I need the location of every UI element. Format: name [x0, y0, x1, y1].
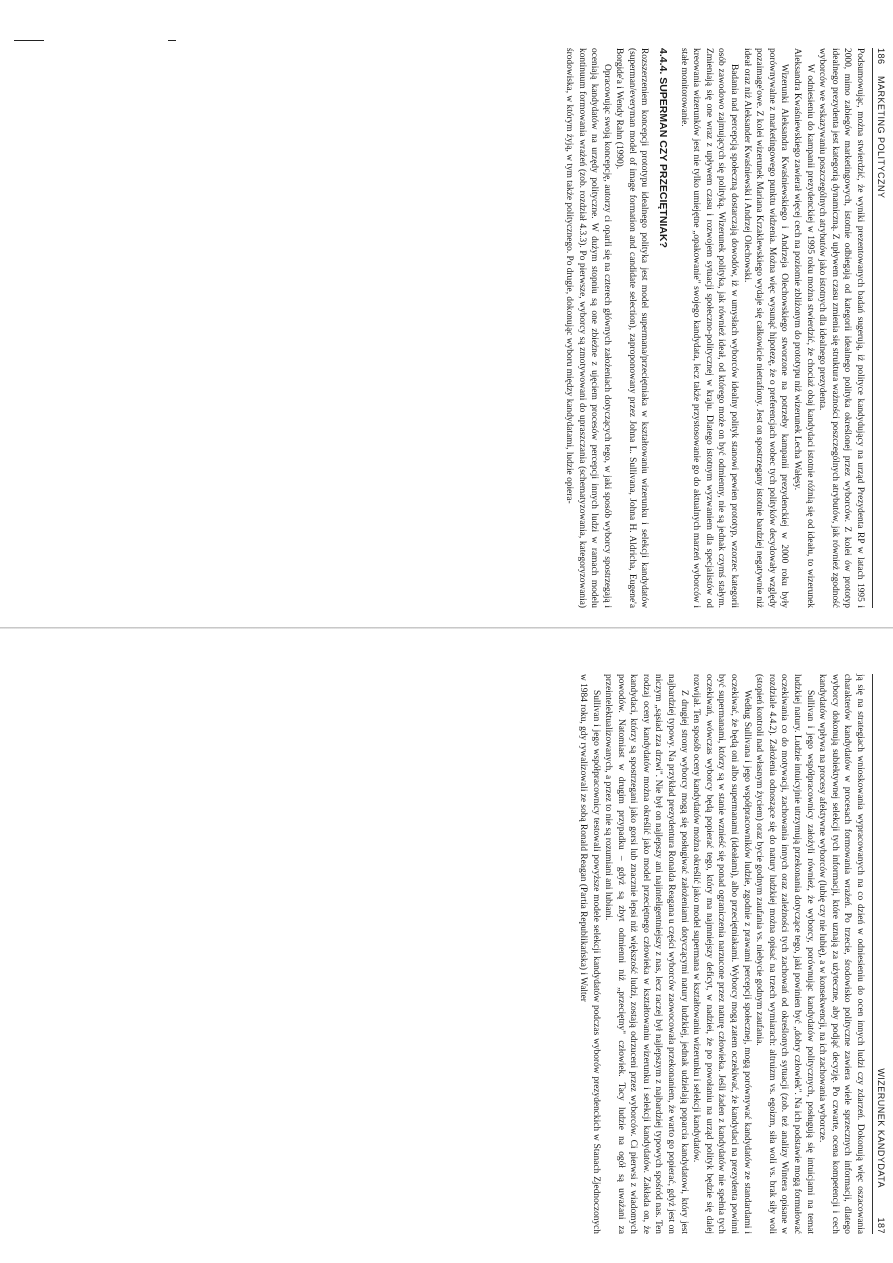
paragraph: Opracowując swoją koncepcję, autorzy ci oparli się na czterech głównych założeniach dotyczących tego, w jaki sposób wyborcy spostrzegają i oceniają kandydatów na urzędy polityczne. W dużym stopniu są one zbieżne z ujęciem procesów percepcji innych ludzi w ramach modelu kontinuum formowania wrażeń (zob. rozdział 4.3.3). Po pierwsze, wyborcy są zmotywowani do upraszczania (schematyzowania, kategoryzowania) środowiska, w którym żyją, w tym także politycznego. Po drugie, dokonując wyboru między kandydatami, ludzie opiera- — [563, 48, 612, 608]
paragraph: Rozszerzeniem koncepcji prototypu idealnego polityka jest model supermana/przeciętniaka w kształtowaniu wizerunku i selekcji kandydatów (superman/everyman model of image formation and candidate selection), zaproponowany przez Johna L. Sullivana, Johna H. Aldricha, Eugene'a Borgide'a i Wendy Rahn (1990). — [614, 48, 650, 608]
paragraph: Sullivan i jego współpracownicy założyli również, że wyborcy, porównując kandydatów politycznych, posługują się intuicjami na temat ludzkiej natury. Ludzie intuicyjnie utrzymują przekonania dotyczące tego, jaki powinien być „dobry człowiek". Na ich podstawie mogą formułować oczekiwania co do motywacji, zachowania innych oraz zależności tych zachowań od określonych sytuacji (zob. też analizy Wintera opisane w rozdziale 4.4.2). Założenia odnoszące się do natury ludzkiej można opisać na trzech wymiarach: altruizm vs. egoizm, siła woli vs. brak siły woli (stopień kontroli nad własnym życiem) oraz bycie godnym zaufania vs. niebycie godnym zaufania. — [754, 674, 815, 1234]
scan-mark — [168, 40, 176, 41]
left-running-head — [872, 48, 889, 608]
section-heading: 4.4.4. SUPERMAN CZY PRZECIĘTNIAK? — [657, 48, 670, 248]
running-title: WIZERUNEK KANDYDATA — [876, 1068, 886, 1188]
left-page-content — [471, 48, 889, 608]
left-page — [465, 12, 893, 624]
paragraph: W odniesieniu do kampanii prezydenckiej w 1995 roku można stwierdzić, że chociaż obaj kandydaci istotnie różnią się od ideału, to wizerunek Aleksandra Kwaśniewskiego zawierał więcej cech na poziomie zbliżonym do prototypu niż wizerunek Lecha Wałęsy. — [792, 48, 815, 608]
right-running-head — [872, 674, 889, 1234]
left-body-text — [562, 48, 866, 608]
paragraph: Badania nad percepcją społeczną dostarczają dowodów, iż w umysłach wyborców idealny polityk stanowi pewien prototyp, wzorzec kategorii osób zawodowo zajmujących się polityką. Wizerunek polityka, jak również ideał, od którego może on być odmienny, nie są jednak czymś stałym. Zmieniają się one wraz z upływem czasu i rozwojem sytuacji społeczno-politycznej w kraju. Dlatego istotnym wyzwaniem dla specjalistów od kreowania wizerunków jest nie tylko umiejętne „opakowanie" swojego kandydata, lecz także przystosowanie go do aktualnych marzeń wyborców i stałe monitorowanie. — [678, 48, 740, 608]
paragraph: Sullivan i jego współpracownicy testowali powyższe modele selekcji kandydatów podczas wyborów prezydenckich w Stanach Zjednoczonych w 1984 roku, gdy rywalizowali ze sobą Ronald Reagan (Partia Republikańska) i Walter — [577, 674, 601, 1234]
page-number: 186 — [876, 48, 886, 65]
right-page — [465, 638, 893, 1250]
paragraph: Według Sullivana i jego współpracowników ludzie, zgodnie z prawami percepcji społecznej, mogą porównywać kandydatów ze standardami i oczekiwać, że będą oni albo supermanami (ideałami), albo przeciętniakami. Wyborcy mogą zatem oczekiwać, że kandydaci na prezydenta powinni być supermanami, którzy są w stanie wznieść się ponad ograniczenia narzucone przez naturę człowieka. Jeśli żaden z kandydatów nie spełnia tych oczekiwań, wówczas wyborcy będą popierać tego, który ma najmniejszy deficyt, w nadziei, że po powołaniu na urząd polityk będzie się dalej rozwijał. Ten sposób oceny kandydatów można określić jako model supermana w kształtowaniu wizerunku i selekcji kandydatów. — [691, 674, 752, 1234]
right-page-content — [471, 674, 889, 1234]
right-body-text — [576, 674, 866, 1234]
paragraph: Wizerunki Aleksandra Kwaśniewskiego i Andrzeja Olechowskiego stworzone na potrzeby kampanii prezydenckiej w 2000 roku były porównywalne z marketingowego punktu widzenia. Można więc wysunąć hipotezę, że o preferencjach wobec tych polityków decydowały względy pozaimage'owe. Z kolei wizerunek Mariana Krzaklewskiego wydaje się całkowicie nietrafiony. Jest on spostrzegany istotnie bardziej negatywnie niż ideał oraz niż Aleksander Kwaśniewski i Andrzej Olechowski. — [741, 48, 790, 608]
page-number: 187 — [876, 1217, 886, 1234]
page-divider — [0, 627, 893, 629]
paragraph: Podsumowując, można stwierdzić, że wyniki prezentowanych badań sugerują, iż polityce kandydujący na urząd Prezydenta RP w latach 1995 i 2000, mimo zabiegów marketingowych, istotnie odbiegają od kategorii idealnego polityka określonej przez wyborców. Z kolei ów prototyp idealnego prezydenta jest kategorią dynamiczną. Z upływem czasu zmienia się struktura ważności poszczególnych atrybutów, jak również zgodność wyborców we wskazywaniu poszczególnych atrybutów jako istotnych dla idealnego prezydenta. — [817, 48, 865, 608]
paragraph: Z drugiej strony wyborcy mogą się posługiwać założeniami dotyczącymi natury ludzkiej, jednak udzielają poparcia kandydatowi, który jest najbardziej typowy. Na przykład prezydentura Ronalda Reagana u części wyborców zaowocowała przekonaniem, że warto go popierać, gdyż jest on niczym „sąsiad zza drzwi". Nie był on najlepszy ani najinteligentniejszy z nas, lecz raczej był najlepszym z najbardziej typowych spośród nas. Ten rodzaj oceny kandydatów można określić jako model przeciętnego człowieka w kształtowaniu wizerunku i selekcji kandydatów. Zakłada on, że kandydaci, którzy są spostrzegani jako gorsi lub znacznie lepsi niż większość ludzi, zostają odrzuceni przez wyborców. Ci pierwsi z wiadomych powodów. Natomiast w drugim przypadku – gdyż są zbyt odmienni niż „przeciętny" człowiek. Tacy ludzie na ogół są uważani za przeintelektualizowanych, a przez to nie są rozumiani ani lubiani. — [603, 674, 689, 1234]
running-title: MARKETING POLITYCZNY — [876, 76, 886, 199]
scan-mark — [14, 40, 44, 41]
paragraph: ją się na strategiach wnioskowania wypracowanych na co dzień w odniesieniu do ocen innych ludzi czy zdarzeń. Dokonują więc oszacowania charakterów kandydatów w procesach formowania wrażeń. Po trzecie, środowisko polityczne zawiera wiele sprzecznych informacji, dlatego wyborcy dokonują subiektywnej selekcji tych informacji, które uznają za użyteczne, aby podjąć decyzję. Po czwarte, ocena kompetencji i cech kandydatów wpływa na procesy afektywne wyborców (lubię czy nie lubię), a w konsekwencji, na ich zachowania wyborcze. — [817, 674, 865, 1234]
